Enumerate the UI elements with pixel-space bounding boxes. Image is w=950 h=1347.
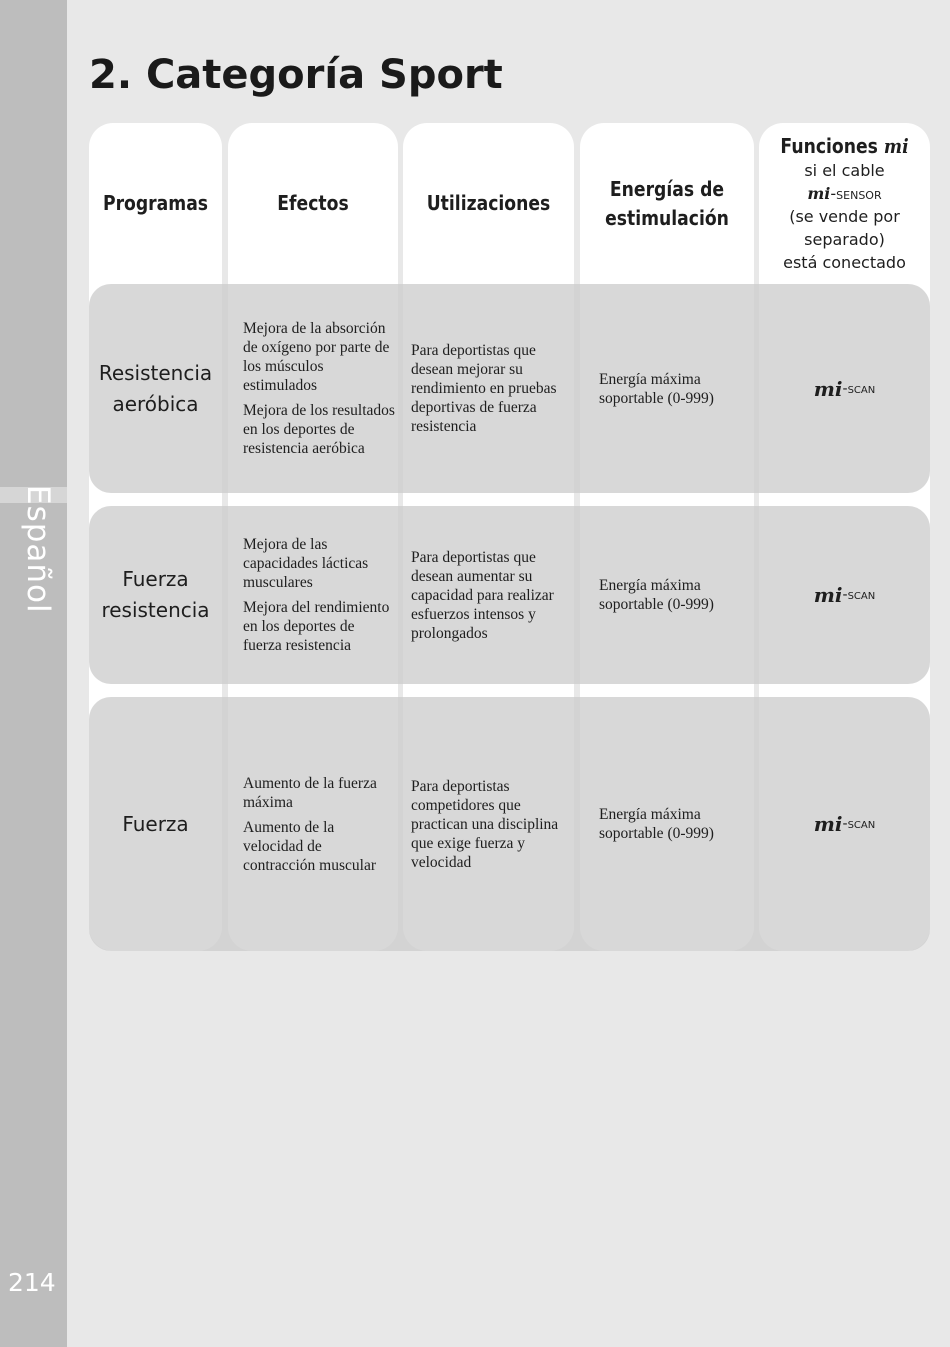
mi-scan-logo [759,506,930,684]
header-programas: Programas [102,191,209,215]
programa-name: Fuerza resistencia [101,567,210,622]
header-utilizaciones: Utilizaciones [426,191,551,215]
mi-sensor-logo [807,182,881,205]
efecto-item: Mejora de las capacidades lácticas musculares [243,536,369,591]
efecto-item: Aumento de la fuerza máxima [243,774,377,811]
efecto-item: Mejora de los resultados en los deportes de resistencia aeróbica [243,402,395,457]
mi-scan-logo [759,697,930,951]
mi-logo: mi [883,133,909,158]
efectos-cell [243,697,395,951]
energias-cell: Energía máxima soportable (0-999) [599,577,714,613]
scan-label: -scan [842,587,876,603]
scan-label: -scan [842,380,876,397]
sensor-label: -sensor [830,183,882,203]
efectos-cell [243,284,395,493]
mi-scan-logo [759,284,930,493]
utilizaciones-cell: Para deportistas que desean aumentar su capacidad para realizar esfuerzos intensos y prolongados [411,548,554,642]
efecto-item: Mejora del rendimiento en los deportes de fuerza resistencia [243,599,390,654]
header-energias: Energías de estimulación [605,176,729,230]
header-funciones [759,128,930,278]
mi-logo: mi [813,583,843,607]
language-tab: Español [20,485,56,614]
page-title: 2. Categoría Sport [89,52,503,98]
energias-cell: Energía máxima soportable (0-999) [599,370,714,407]
efectos-cell [243,506,395,684]
funciones-title-text: Funciones [780,133,878,158]
energias-cell: Energía máxima soportable (0-999) [599,806,714,842]
mi-logo: mi [807,183,831,203]
funciones-line3: está conectado [783,252,906,272]
efecto-item: Mejora de la absorción de oxígeno por parte de los músculos estimulados [243,320,390,394]
utilizaciones-cell: Para deportistas que desean mejorar su rendimiento en pruebas deportivas de fuerza resistencia [411,342,557,435]
programa-name: Fuerza [122,811,189,836]
efecto-item: Aumento de la velocidad de contracción muscular [243,818,376,874]
side-bar [0,0,67,1347]
funciones-line2: (se vende por separado) [789,206,900,249]
programa-name: Resistencia aeróbica [98,360,213,416]
mi-logo: mi [813,812,843,836]
header-efectos: Efectos [277,191,349,215]
scan-label: -scan [842,816,876,832]
funciones-title [780,133,908,159]
page-number: 214 [8,1268,56,1297]
utilizaciones-cell: Para deportistas competidores que practican una disciplina que exige fuerza y velocidad [411,777,559,871]
funciones-line1: si el cable [804,160,885,180]
mi-logo: mi [813,376,843,401]
